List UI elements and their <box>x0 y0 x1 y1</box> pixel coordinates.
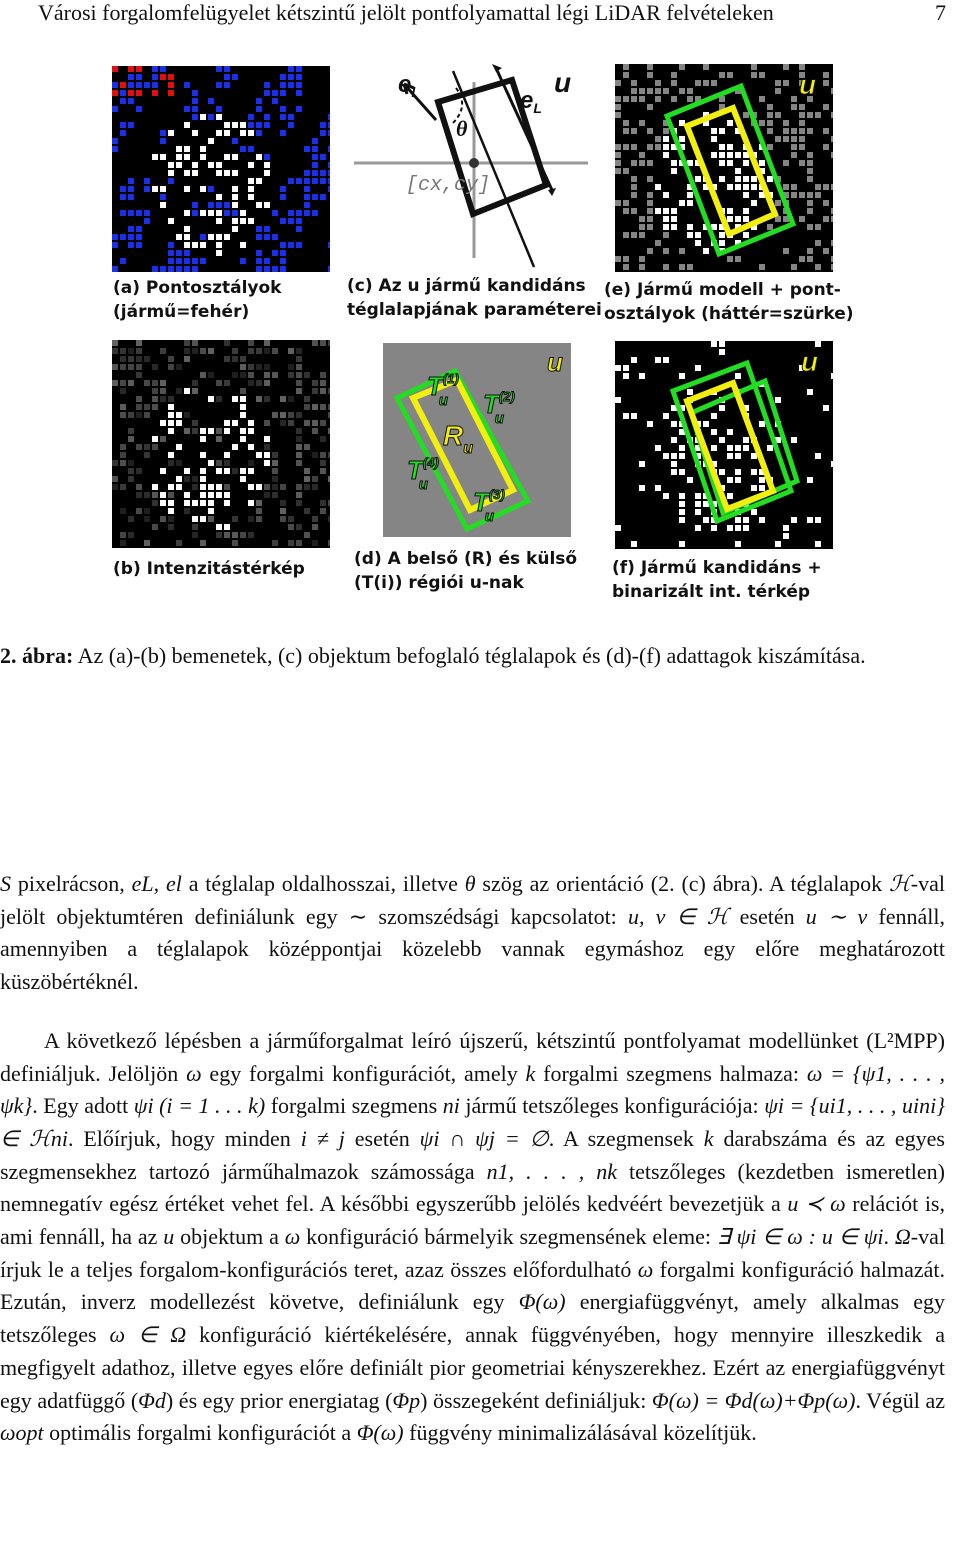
header-title: Városi forgalomfelügyelet kétszintű jelölt pontfolyamattal légi LiDAR felvételeken <box>38 0 774 25</box>
binarized-intensity-map <box>615 341 833 549</box>
vehicle-model-map <box>615 64 833 272</box>
symbol-u: u <box>554 67 572 98</box>
symbol-e-l: $e_l$ <box>398 71 416 100</box>
panel-d-label <box>354 547 577 595</box>
panel-e-label-line1: (e) Jármű modell + pont- <box>604 280 841 300</box>
panel-a-label <box>113 276 281 324</box>
figure-caption <box>0 640 945 671</box>
paragraph-2: A következő lépésben a járműforgalmat leíró újszerű, kétszintű pontfolyamat modellünket (L²MPP) definiáljuk. Jelöljön ω egy forgalmi konfigurációt, amely k forgalmi szegmens halmaza: ω = {ψ1, . . . , ψk}. Egy adott ψi (i = 1 . . . k) forgalmi szegmens ni jármű tetszőleges konfigurációja: ψi = {ui1, . . . , uini} ∈ ℋni. Előírjuk, hogy minden i ≠ j esetén ψi ∩ ψj = ∅. A szegmensek k darabszáma és az egyes szegmensekhez tartozó járműhalmazok számossága n1, . . . , nk tetszőleges (kezdetben ismeretlen) nemnegatív egész értéket vehet fel. A későbbi egyszerűbb jelölés kedvéért bevezetjük a u ≺ ω relációt is, ami fennáll, ha az u objektum a ω konfiguráció bármelyik szegmensének eleme: ∃ ψi ∈ ω : u ∈ ψi. Ω-val írjuk le a teljes forgalom-konfigurációs teret, azaz összes előfordulható ω forgalmi konfiguráció halmazát. Ezután, inverz modellezést követve, definiálunk egy Φ(ω) energiafüggvényt, amely alkalmas egy tetszőleges ω ∈ Ω konfiguráció kiértékelésére, annak függvényében, hogy mennyire illeszkedik a megfigyelt adathoz, illetve egyes előre definiált pior geometriai kényszerekhez. Ezért az energiafüggvényt egy adatfüggő (Φd) és egy prior energiatag (Φp) összegeként definiáljuk: Φ(ω) = Φd(ω)+Φp(ω). Végül az ωopt optimális forgalmi konfigurációt a Φ(ω) függvény minimalizálásával közelítjük. <box>0 1027 946 1446</box>
symbol-T1: $T^{(1)}$ u <box>427 371 459 409</box>
panel-f-label-line2: binarizált int. térkép <box>612 582 811 602</box>
panel-e-label-line2: osztályok (háttér=szürke) <box>604 304 854 324</box>
panel-f-label-line1: (f) Jármű kandidáns + <box>612 558 822 578</box>
panel-b-image <box>112 340 330 548</box>
symbol-T4: $T^{(4)}$ u <box>407 455 439 493</box>
symbol-u: u <box>801 346 819 377</box>
panel-d-label-line1: (d) A belső (R) és külső <box>354 549 578 569</box>
panel-c-label-line2: téglalapjának paraméterei <box>347 300 602 320</box>
panel-e-label <box>604 278 854 326</box>
panel-f-label <box>612 556 822 604</box>
panel-a-label-line2: (jármű=fehér) <box>113 302 250 322</box>
panel-a-image <box>112 66 330 272</box>
panel-a-label-line1: (a) Pontosztályok <box>113 278 282 298</box>
panel-d-label-line2: (T(i)) régiói u-nak <box>354 573 524 593</box>
running-header <box>38 0 950 28</box>
panel-c-label-line1: (c) Az u jármű kandidáns <box>347 276 586 296</box>
point-class-map <box>112 66 330 272</box>
page-number: 7 <box>935 0 946 25</box>
symbol-R-u: $R_u$ <box>443 420 474 457</box>
paragraph-1: S pixelrácson, eL, el a téglalap oldalhosszai, illetve θ szög az orientáció (2. (c) ábra). A téglalapok ℋ-val jelölt objektumtéren definiálunk egy ∼ szomszédsági kapcsolatot: u, v ∈ ℋ esetén u ∼ v fennáll, amennyiben a téglalapok középpontjai közelebb vannak egymáshoz egy előre meghatározott küszöbértéknél. <box>0 871 945 995</box>
symbol-u: u <box>547 347 563 377</box>
symbol-e-L: $e_L$ <box>520 87 542 116</box>
symbol-u: u <box>799 69 817 100</box>
symbol-center: [cx,cy] <box>406 174 491 197</box>
rectangle-parameter-diagram <box>352 62 592 272</box>
symbol-theta: θ <box>456 116 468 141</box>
panel-c-diagram <box>352 62 592 272</box>
panel-f-image <box>615 341 833 549</box>
panel-b-label <box>113 557 305 581</box>
panel-e-image <box>615 64 833 272</box>
panel-c-label <box>347 274 602 322</box>
symbol-T3: $T^{(3)}$ u <box>473 487 505 525</box>
region-diagram <box>383 343 571 537</box>
symbol-T2: $T^{(2)}$ u <box>483 389 515 427</box>
caption-text: Az (a)-(b) bemenetek, (c) objektum befoglaló téglalapok és (d)-(f) adattagok kiszámítása. <box>73 643 866 668</box>
caption-label: 2. ábra: <box>0 643 74 668</box>
panel-d-image <box>383 343 571 537</box>
body-text <box>0 868 945 1450</box>
intensity-map <box>112 340 330 548</box>
panel-b-label-line1: (b) Intenzitástérkép <box>113 559 305 579</box>
